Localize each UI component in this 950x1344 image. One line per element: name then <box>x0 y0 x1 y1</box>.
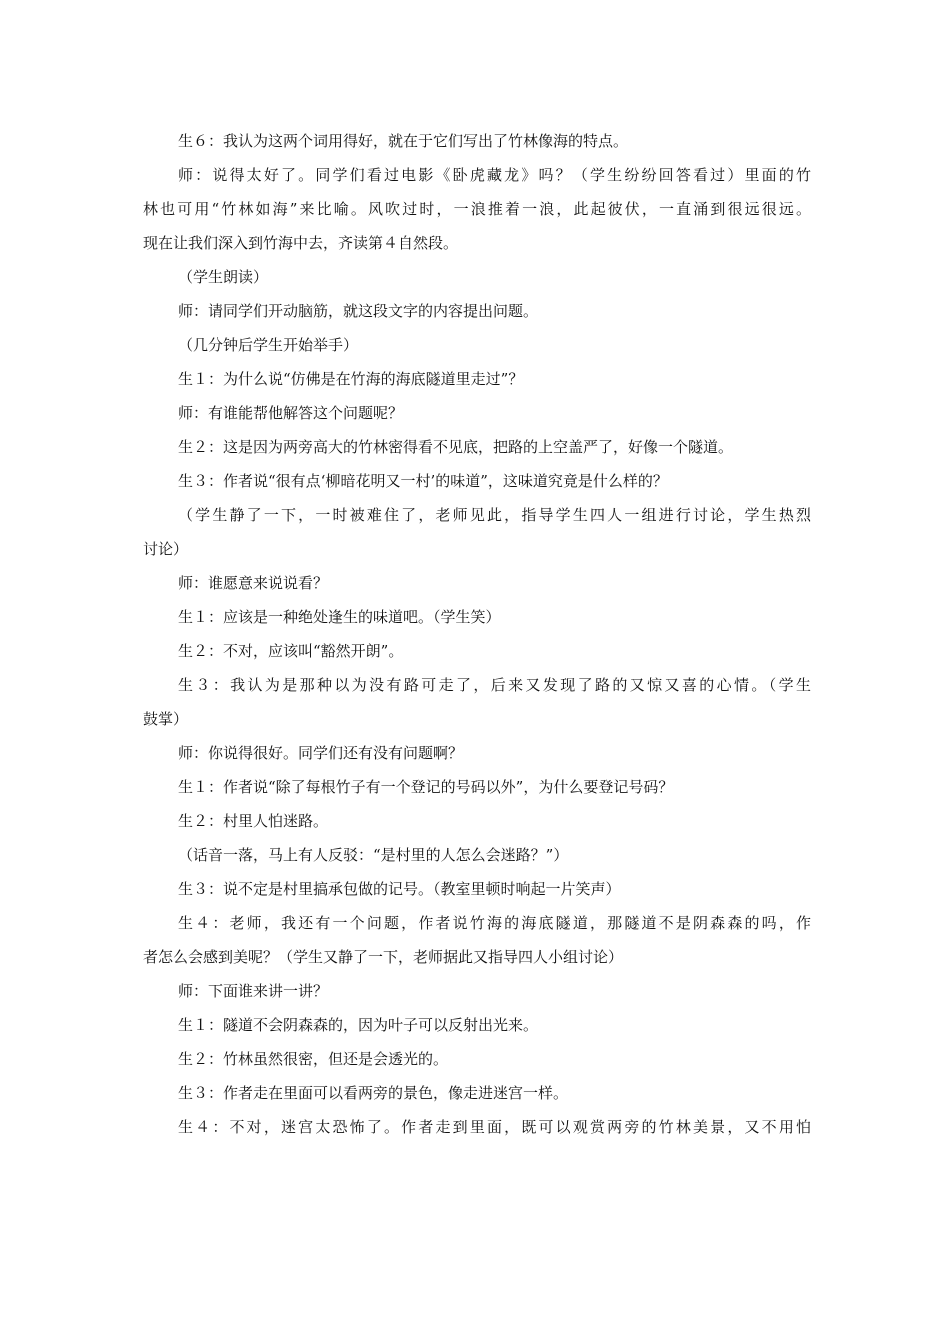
paragraph-line: 生３：说不定是村里搞承包做的记号。（教室里顿时响起一片笑声） <box>178 880 621 898</box>
paragraph-line: 生６：我认为这两个词用得好，就在于它们写出了竹林像海的特点。 <box>178 132 629 150</box>
paragraph-line: 鼓掌） <box>143 710 189 728</box>
paragraph-line: 生２：这是因为两旁高大的竹林密得看不见底，把路的上空盖严了，好像一个隧道。 <box>178 438 734 456</box>
paragraph-line: 生３：作者说“很有点‘柳暗花明又一村’的味道”，这味道究竟是什么样的？ <box>178 472 668 490</box>
paragraph-line: 生４：不对，迷宫太恐怖了。作者走到里面，既可以观赏两旁的竹林美景，又不用怕 <box>178 1118 811 1136</box>
paragraph-line: 生１：应该是一种绝处逢生的味道吧。（学生笑） <box>178 608 501 626</box>
paragraph-line: 生２：村里人怕迷路。 <box>178 812 329 830</box>
paragraph-line: 生２：不对，应该叫“豁然开朗”。 <box>178 642 404 660</box>
paragraph-line: （学生静了一下，一时被难住了，老师见此，指导学生四人一组进行讨论，学生热烈 <box>178 506 811 524</box>
paragraph-line: 讨论） <box>143 540 189 558</box>
document-body <box>143 124 811 1144</box>
paragraph-line: 生１：作者说“除了每根竹子有一个登记的号码以外”，为什么要登记号码？ <box>178 778 674 796</box>
paragraph-line: 师：有谁能帮他解答这个问题呢？ <box>178 404 404 422</box>
paragraph-line: 现在让我们深入到竹海中去，齐读第４自然段。 <box>143 234 459 252</box>
paragraph-line: 林也可用“竹林如海”来比喻。风吹过时，一浪推着一浪，此起彼伏，一直涌到很远很远。 <box>143 200 811 218</box>
paragraph-line: （学生朗读） <box>178 268 269 286</box>
paragraph-line: 者怎么会感到美呢？（学生又静了一下，老师据此又指导四人小组讨论） <box>143 948 624 966</box>
paragraph-line: 师：你说得很好。同学们还有没有问题啊？ <box>178 744 464 762</box>
paragraph-line: 师：谁愿意来说说看？ <box>178 574 329 592</box>
paragraph-line: 生１：为什么说“仿佛是在竹海的海底隧道里走过”？ <box>178 370 524 388</box>
paragraph-line: （话音一落，马上有人反驳：“是村里的人怎么会迷路？”） <box>178 846 569 864</box>
paragraph-line: 师：说得太好了。同学们看过电影《卧虎藏龙》吗？（学生纷纷回答看过）里面的竹 <box>178 166 811 184</box>
paragraph-line: （几分钟后学生开始举手） <box>178 336 359 354</box>
paragraph-line: 师：下面谁来讲一讲？ <box>178 982 329 1000</box>
paragraph-line: 师：请同学们开动脑筋，就这段文字的内容提出问题。 <box>178 302 539 320</box>
paragraph-line: 生３：我认为是那种以为没有路可走了，后来又发现了路的又惊又喜的心情。（学生 <box>178 676 811 694</box>
paragraph-line: 生３：作者走在里面可以看两旁的景色，像走进迷宫一样。 <box>178 1084 569 1102</box>
paragraph-line: 生４：老师，我还有一个问题，作者说竹海的海底隧道，那隧道不是阴森森的吗，作 <box>178 914 811 932</box>
paragraph-line: 生２：竹林虽然很密，但还是会透光的。 <box>178 1050 449 1068</box>
paragraph-line: 生１：隧道不会阴森森的，因为叶子可以反射出光来。 <box>178 1016 539 1034</box>
